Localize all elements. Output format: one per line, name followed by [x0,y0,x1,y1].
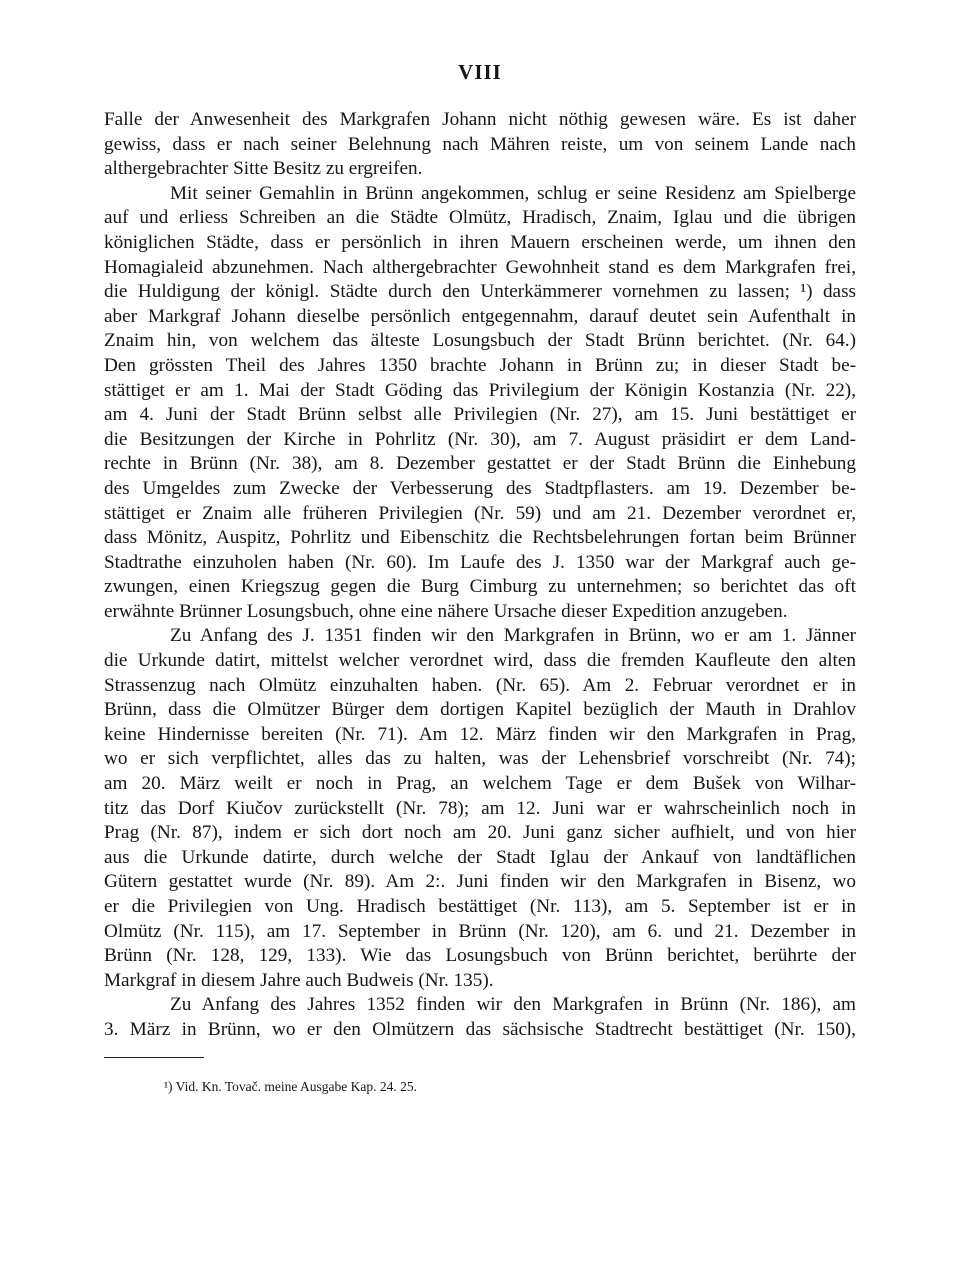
text-line: am 4. Juni der Stadt Brünn selbst alle Privilegien (Nr. 27), am 15. Juni bestättiget er [104,404,856,426]
text-line: zwungen, einen Kriegszug gegen die Burg Cimburg zu unternehmen; so berichtet das oft [104,576,856,598]
text-line: dass Mönitz, Auspitz, Pohrlitz und Eibenschitz die Rechtsbelehrungen fortan beim Brünner [104,527,856,549]
text-line: Olmütz (Nr. 115), am 17. September in Brünn (Nr. 120), am 6. und 21. Dezember in [104,920,856,942]
text-line: Falle der Anwesenheit des Markgrafen Johann nicht nöthig gewesen wäre. Es ist daher [104,109,856,130]
text-line: Zu Anfang des J. 1351 finden wir den Markgrafen in Brünn, wo er am 1. Jänner [170,625,856,647]
text-line: titz das Dorf Kiučov zurückstellt (Nr. 78); am 12. Juni war er wahrscheinlich noch in [104,797,856,819]
text-line: keine Hindernisse bereiten (Nr. 71). Am 12. März finden wir den Markgrafen in Prag, [104,723,856,745]
text-line: stättiget er am 1. Mai der Stadt Göding das Privilegium der Königin Kostanzia (Nr. 22), [104,379,856,401]
text-line: Gütern gestattet wurde (Nr. 89). Am 2:. Juni finden wir den Markgrafen in Bisenz, wo [104,871,856,893]
text-line: er die Privilegien von Ung. Hradisch bestättiget (Nr. 113), am 5. September ist er in [104,896,856,917]
text-line: gewiss, dass er nach seiner Belehnung nach Mähren reiste, um von seinem Lande nach [104,133,856,155]
text-line: Strassenzug nach Olmütz einzuhalten haben. (Nr. 65). Am 2. Februar verordnet er in [104,674,856,696]
text-line: Brünn, dass die Olmützer Bürger dem dortigen Kapitel bezüglich der Mauth in Drahlov [104,699,856,721]
text-line: stättiget er Znaim alle früheren Privilegien (Nr. 59) und am 21. Dezember verordnet er, [104,502,856,524]
text-line: erwähnte Brünner Losungsbuch, ohne eine nähere Ursache dieser Expedition anzugeben. [104,600,788,622]
text-line: die Urkunde datirt, mittelst welcher verordnet wird, dass die fremden Kaufleute den alten [104,650,856,672]
text-line: aus die Urkunde datirte, durch welche der Stadt Iglau der Ankauf von landtäflichen [104,846,856,868]
text-line: königlichen Städte, dass er persönlich in ihren Mauern erscheinen werde, um ihnen den [104,231,856,253]
text-line: Brünn (Nr. 128, 129, 133). Wie das Losungsbuch von Brünn berichtet, berührte der [104,945,856,967]
text-line: Den grössten Theil des Jahres 1350 brachte Johann in Brünn zu; in dieser Stadt be- [104,354,856,376]
text-line: auf und erliess Schreiben an die Städte Olmütz, Hradisch, Znaim, Iglau und die übrigen [104,207,856,229]
text-line: Markgraf in diesem Jahre auch Budweis (Nr. 135). [104,969,494,991]
text-line: Mit seiner Gemahlin in Brünn angekommen, schlug er seine Residenz am Spielberge [170,182,856,204]
text-line: rechte in Brünn (Nr. 38), am 8. Dezember gestattet er der Stadt Brünn die Einhebung [104,453,856,475]
text-line: Homagialeid abzunehmen. Nach althergebrachter Gewohnheit stand es dem Markgrafen frei, [104,256,856,278]
footnote-divider [104,1057,204,1058]
text-line: althergebrachter Sitte Besitz zu ergreifen. [104,158,423,180]
text-line: die Huldigung der königl. Städte durch den Unterkämmerer vornehmen zu lassen; ¹) dass [104,281,856,303]
text-line: die Besitzungen der Kirche in Pohrlitz (Nr. 30), am 7. August präsidirt er dem Land- [104,428,856,450]
text-line: am 20. März weilt er noch in Prag, an welchem Tage er dem Bušek von Wilhar- [104,773,856,795]
text-line: Zu Anfang des Jahres 1352 finden wir den Markgrafen in Brünn (Nr. 186), am [170,994,856,1016]
page-number: VIII [458,60,502,84]
footnote: ¹) Vid. Kn. Tovač. meine Ausgabe Kap. 24. 25. [164,1079,417,1094]
text-line: aber Markgraf Johann dieselbe persönlich entgegennahm, darauf deutet sein Aufenthalt in [104,305,856,327]
body-text [104,108,856,1043]
text-line: Stadtrathe einzuholen haben (Nr. 60). Im Laufe des J. 1350 war der Markgraf auch ge- [104,551,856,573]
text-line: Prag (Nr. 87), indem er sich dort noch am 20. Juni ganz sicher aufhielt, und von hier [104,822,856,844]
text-line: wo er sich verpflichtet, alles das zu halten, was der Lehensbrief vorschreibt (Nr. 74); [104,748,856,770]
text-line: 3. März in Brünn, wo er den Olmützern das sächsische Stadtrecht bestättiget (Nr. 150), [104,1018,856,1040]
text-line: des Umgeldes zum Zwecke der Verbesserung des Stadtpflasters. am 19. Dezember be- [104,477,856,499]
text-line: Znaim hin, von welchem das älteste Losungsbuch der Stadt Brünn berichtet. (Nr. 64.) [104,330,856,352]
